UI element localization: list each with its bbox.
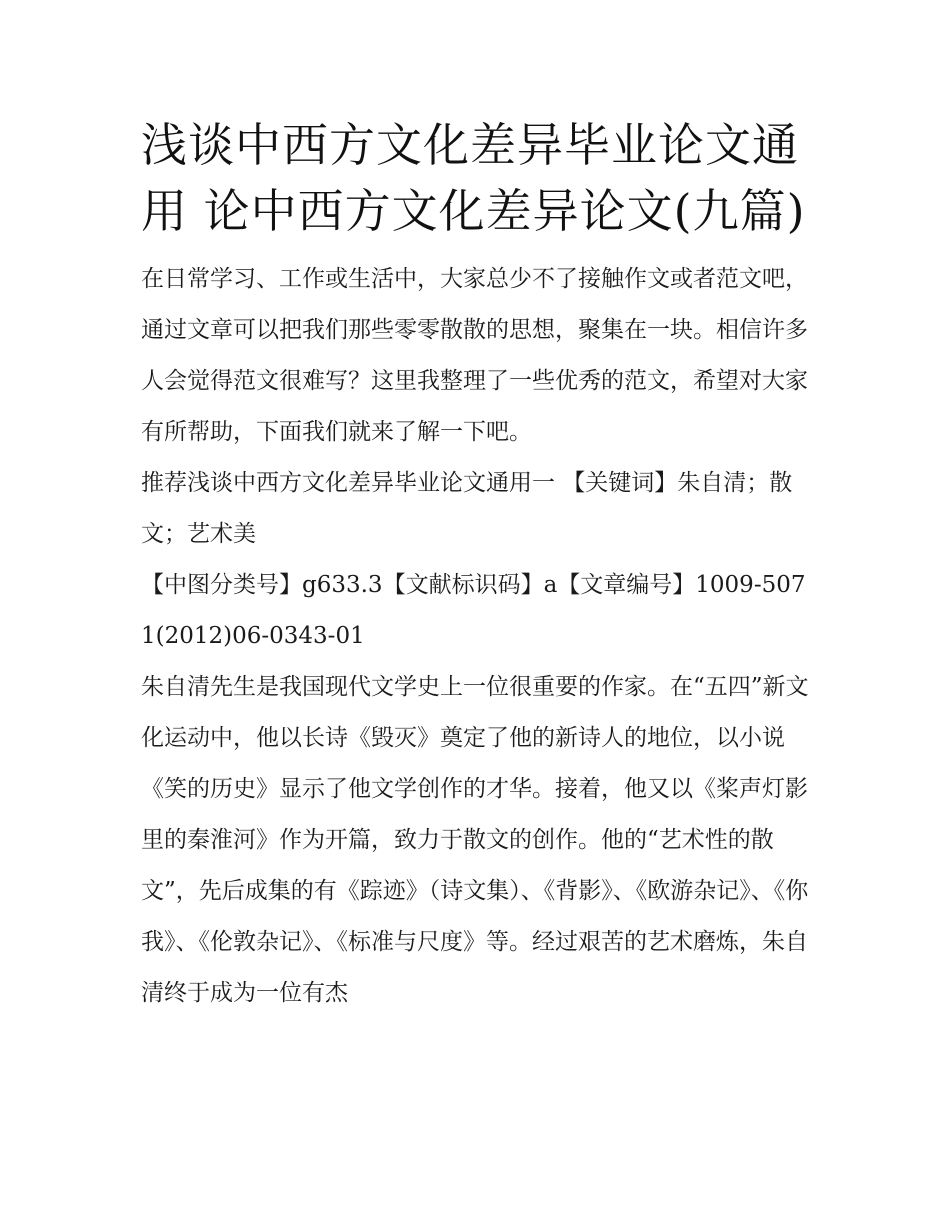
classification-paragraph: 【中图分类号】g633.3【文献标识码】a【文章编号】1009-5071(2012)06-0343-01 <box>141 572 806 649</box>
document-title: 浅谈中西方文化差异毕业论文通用 论中西方文化差异论文(九篇) <box>141 118 806 238</box>
document-body <box>141 112 813 1019</box>
body-paragraph: 朱自清先生是我国现代文学史上一位很重要的作家。在“五四”新文化运动中，他以长诗《毁灭》奠定了他的新诗人的地位，以小说《笑的历史》显示了他文学创作的才华。接着，他又以《桨声灯影里的秦淮河》作为开篇，致力于散文的创作。他的“艺术性的散文”，先后成集的有《踪迹》（诗文集）、《背影》、《欧游杂记》、《你我》、《伦敦杂记》、《标准与尺度》等。经过艰苦的艺术磨炼，朱自清终于成为一位有杰 <box>141 674 809 1006</box>
intro-paragraph: 在日常学习、工作或生活中，大家总少不了接触作文或者范文吧，通过文章可以把我们那些零零散散的思想，聚集在一块。相信许多人会觉得范文很难写？这里我整理了一些优秀的范文，希望对大家有所帮助，下面我们就来了解一下吧。 <box>141 266 808 445</box>
keywords-paragraph: 推荐浅谈中西方文化差异毕业论文通用一 【关键词】朱自清；散文；艺术美 <box>141 470 793 547</box>
